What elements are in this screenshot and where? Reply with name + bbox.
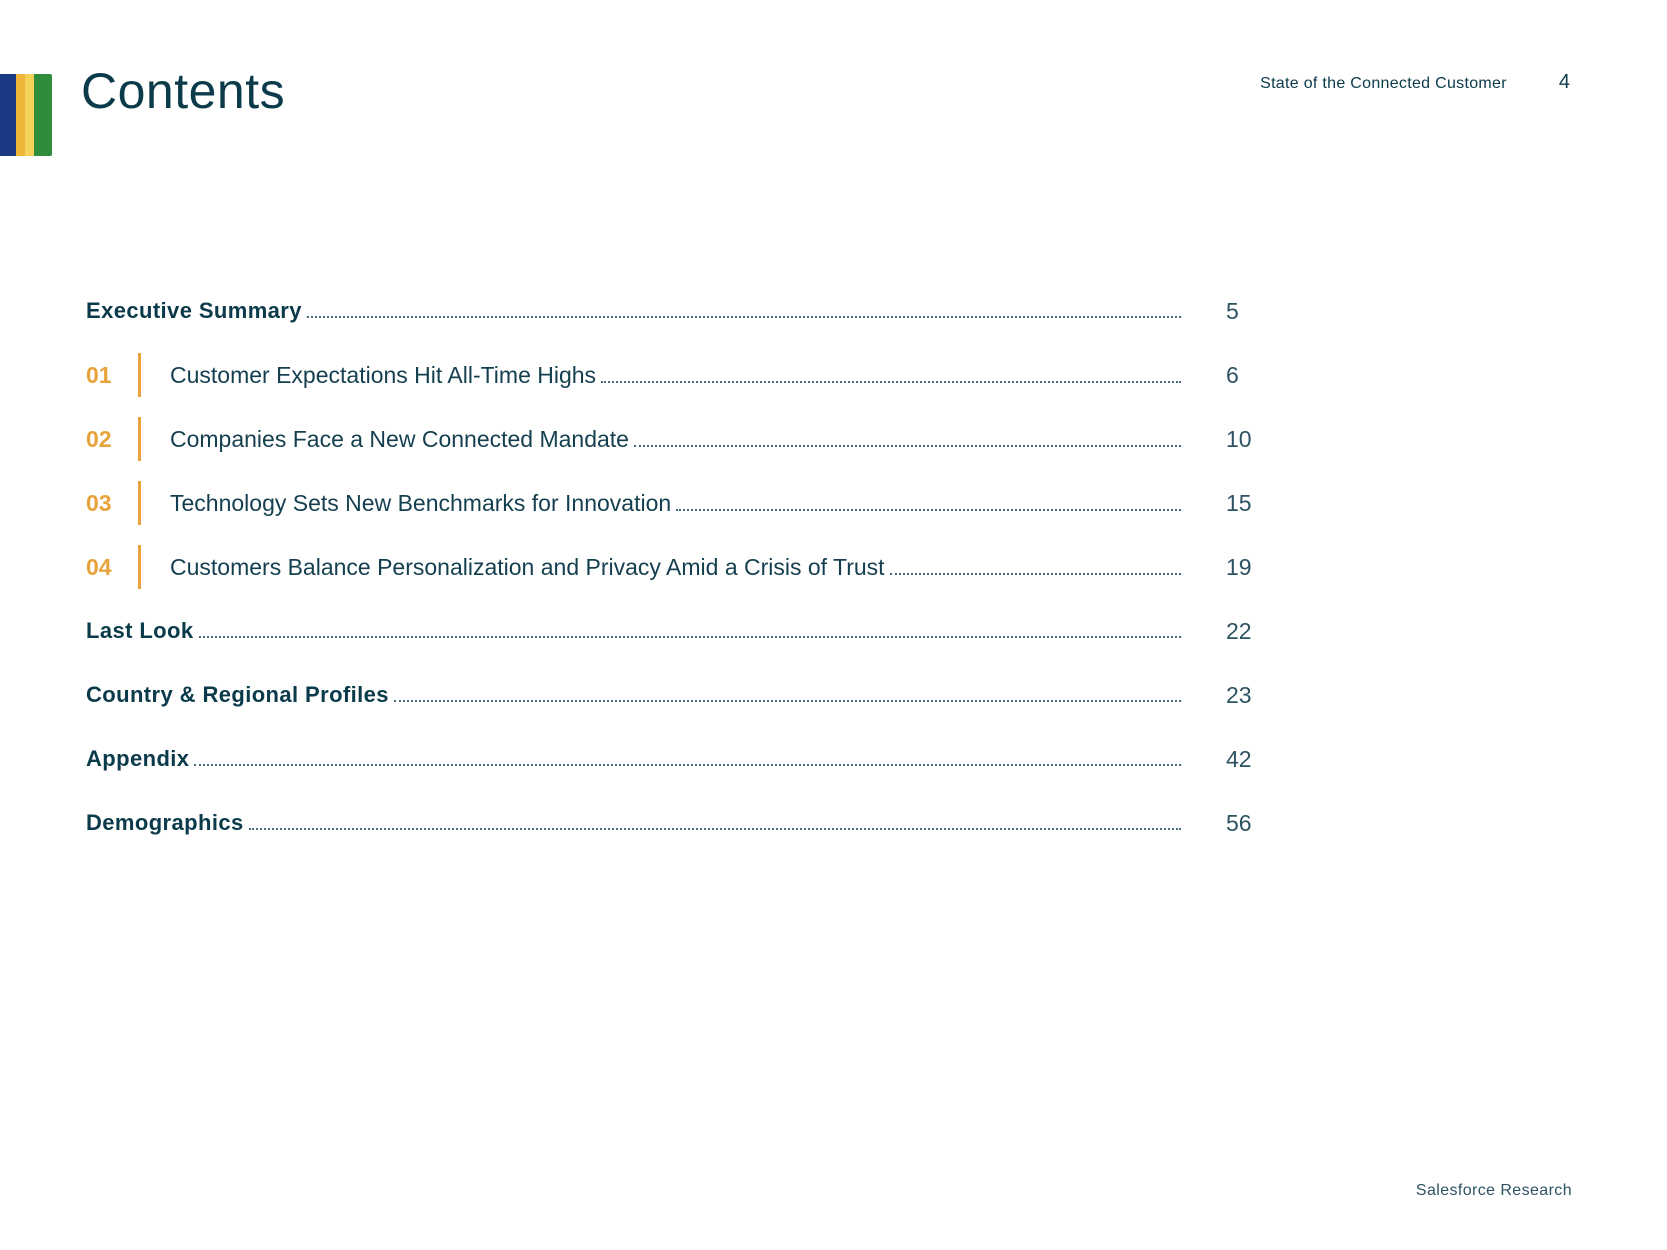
dotted-leader [890, 573, 1181, 575]
toc-entry-body [170, 554, 1181, 581]
toc-entry-page: 23 [1226, 681, 1252, 708]
dotted-leader [307, 316, 1181, 318]
toc-entry-page: 10 [1226, 425, 1252, 452]
toc-entry-body [170, 362, 1181, 389]
toc-entry-label: Technology Sets New Benchmarks for Innovation [170, 489, 672, 516]
toc-entry-page: 5 [1226, 297, 1239, 324]
toc-entry-last-look[interactable] [86, 599, 1261, 663]
dotted-leader [601, 381, 1181, 383]
toc-entry-page: 6 [1226, 361, 1239, 388]
toc-entry-body [86, 682, 1181, 708]
brand-stripe-orange [16, 74, 25, 156]
chapter-number: 04 [86, 553, 112, 580]
brand-stripe-yellow [25, 74, 34, 156]
report-name: State of the Connected Customer [1260, 75, 1507, 92]
dotted-leader [194, 764, 1181, 766]
header-meta [1260, 71, 1570, 94]
toc-entry-page: 56 [1226, 809, 1252, 836]
brand-stripe-blue [0, 74, 16, 156]
toc-entry-label: Customer Expectations Hit All-Time Highs [170, 361, 597, 388]
toc-entry-executive-summary[interactable] [86, 279, 1261, 343]
toc-chapter-01[interactable] [86, 343, 1261, 407]
toc-entry-page: 19 [1226, 553, 1252, 580]
toc-entry-page: 22 [1226, 617, 1252, 644]
footer-credit: Salesforce Research [1415, 1182, 1572, 1199]
toc-entry-label: Appendix [86, 746, 190, 771]
toc-chapter-02[interactable] [86, 407, 1261, 471]
chapter-number: 01 [86, 361, 112, 388]
dotted-leader [394, 700, 1181, 702]
toc-entry-appendix[interactable] [86, 727, 1261, 791]
toc-entry-label: Last Look [86, 618, 194, 643]
chapter-number: 03 [86, 489, 112, 516]
dotted-leader [249, 828, 1181, 830]
dotted-leader [199, 636, 1182, 638]
dotted-leader [676, 509, 1181, 511]
toc-entry-label: Demographics [86, 810, 244, 835]
table-of-contents [86, 279, 1261, 855]
toc-entry-label: Customers Balance Personalization and Privacy Amid a Crisis of Trust [170, 553, 885, 580]
toc-entry-body [86, 810, 1181, 836]
toc-entry-body [86, 298, 1181, 324]
toc-entry-body [86, 746, 1181, 772]
chapter-divider [138, 353, 141, 397]
page-title: Contents [81, 63, 286, 119]
chapter-divider [138, 481, 141, 525]
toc-chapter-04[interactable] [86, 535, 1261, 599]
toc-entry-page: 42 [1226, 745, 1252, 772]
toc-entry-body [170, 426, 1181, 453]
brand-stripes [0, 74, 52, 156]
toc-chapter-03[interactable] [86, 471, 1261, 535]
toc-entry-label: Country & Regional Profiles [86, 682, 389, 707]
toc-entry-country-profiles[interactable] [86, 663, 1261, 727]
dotted-leader [634, 445, 1181, 447]
toc-entry-page: 15 [1226, 489, 1252, 516]
brand-stripe-green [34, 74, 52, 156]
page-number: 4 [1558, 71, 1570, 93]
toc-entry-body [170, 490, 1181, 517]
chapter-divider [138, 545, 141, 589]
toc-entry-label: Executive Summary [86, 298, 302, 323]
toc-entry-demographics[interactable] [86, 791, 1261, 855]
toc-entry-body [86, 618, 1181, 644]
toc-entry-label: Companies Face a New Connected Mandate [170, 425, 629, 452]
chapter-divider [138, 417, 141, 461]
chapter-number: 02 [86, 425, 112, 452]
